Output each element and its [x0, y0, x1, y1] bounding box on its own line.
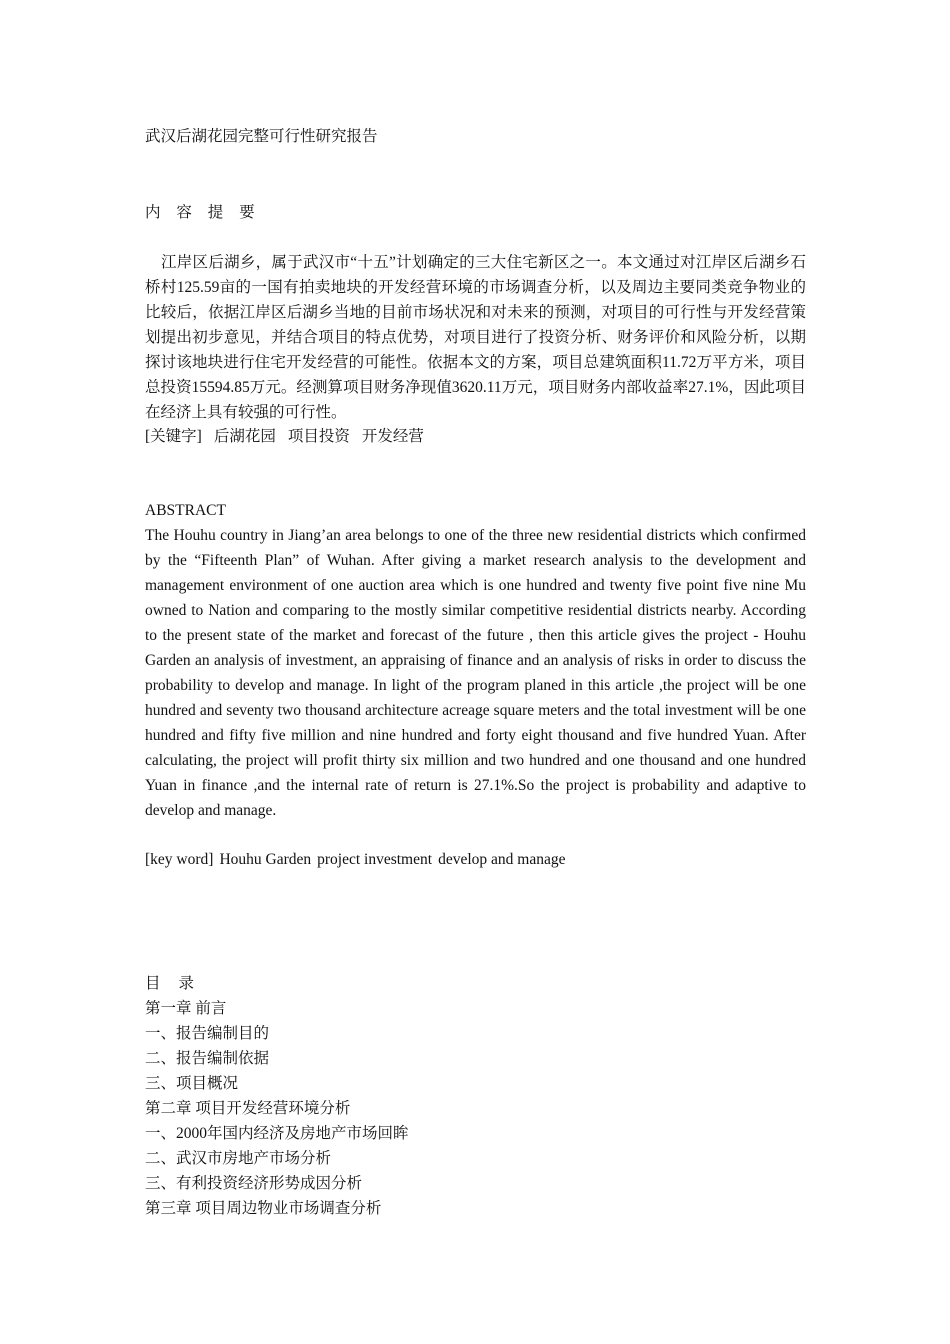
toc-title-char: 录 [178, 975, 195, 992]
keyword-item: Houhu Garden [219, 851, 312, 868]
toc-item: 二、报告编制依据 [145, 1050, 270, 1067]
english-keywords-line [145, 847, 806, 872]
toc-item: 一、2000年国内经济及房地产市场回眸 [145, 1125, 409, 1142]
abstract-paragraph: The Houhu country in Jiang’an area belongs to one of the three new residential districts which confirmed by the “Fifteenth Plan” of Wuhan. After giving a market research analysis to the development and management environment of one auction area which is one hundred and twenty five point five nine Mu owned to Nation and comparing to the mostly similar competitive residential districts nearby. According to the present state of the market and forecast of the future , then this article gives the project - Houhu Garden an analysis of investment, an appraising of finance and an analysis of risks in order to discuss the probability to develop and manage. In light of the program planed in this article ,the project will be one hundred and seventy two thousand architecture acreage square meters and the total investment will be one hundred and fifty five million and nine hundred and forty eight thousand and five hundred Yuan. After calculating, the project will profit thirty six million and two hundred and one thousand and one hundred Yuan in finance ,and the internal rate of return is 27.1%.So the project is probability and adaptive to develop and manage. [145, 527, 806, 819]
toc-item: 三、项目概况 [145, 1075, 239, 1092]
document-title: 武汉后湖花园完整可行性研究报告 [145, 128, 378, 145]
toc-item: 第一章 前言 [145, 1000, 227, 1017]
summary-paragraph: 江岸区后湖乡，属于武汉市“十五”计划确定的三大住宅新区之一。本文通过对江岸区后湖乡石桥村125.59亩的一国有拍卖地块的开发经营环境的市场调查分析，以及周边主要同类竞争物业的比较后，依据江岸区后湖乡当地的目前市场状况和对未来的预测，对项目的可行性与开发经营策划提出初步意见，并结合项目的特点优势，对项目进行了投资分析、财务评价和风险分析，以期探讨该地块进行住宅开发经营的可能性。依据本文的方案，项目总建筑面积11.72万平方米，项目总投资15594.85万元。经测算项目财务净现值3620.11万元，项目财务内部收益率27.1%，因此项目在经济上具有较强的可行性。 [145, 254, 806, 421]
keyword-item: 项目投资 [287, 428, 350, 445]
keyword-item: develop and manage [438, 851, 566, 868]
toc-item: 第三章 项目周边物业市场调查分析 [145, 1200, 382, 1217]
abstract-heading: ABSTRACT [145, 502, 226, 519]
toc-item: 第二章 项目开发经营环境分析 [145, 1100, 351, 1117]
keywords-label: [key word] [145, 851, 214, 868]
keyword-item: 后湖花园 [213, 428, 276, 445]
table-of-contents [145, 971, 806, 1221]
chinese-keywords-line [145, 424, 806, 449]
keyword-item: 开发经营 [361, 428, 424, 445]
summary-heading: 内 容 提 要 [145, 204, 261, 221]
toc-title-char: 目 [145, 975, 161, 992]
toc-title [145, 971, 806, 996]
toc-item: 二、武汉市房地产市场分析 [145, 1150, 332, 1167]
keyword-item: project investment [317, 851, 433, 868]
keywords-label: [关键字] [145, 428, 202, 445]
toc-item: 三、有利投资经济形势成因分析 [145, 1175, 363, 1192]
toc-item: 一、报告编制目的 [145, 1025, 270, 1042]
